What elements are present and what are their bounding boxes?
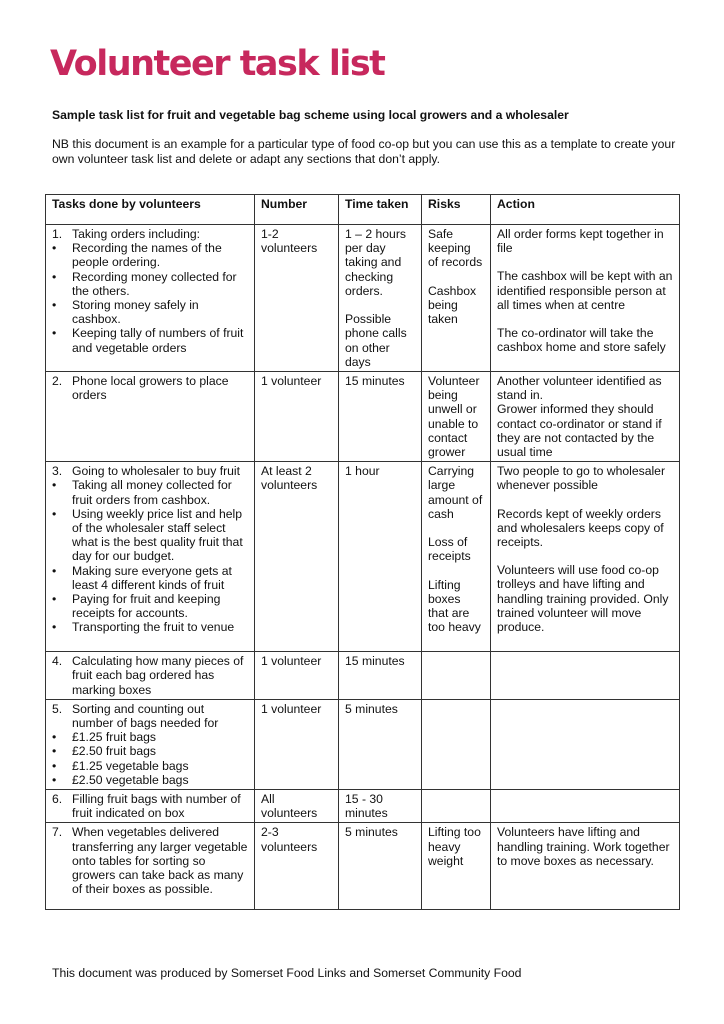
task-line xyxy=(52,464,248,478)
task-number-marker: 6. xyxy=(52,792,63,807)
task-line-text: Going to wholesaler to buy fruit xyxy=(72,464,241,479)
task-line xyxy=(52,227,248,241)
task-line xyxy=(52,270,248,298)
action-cell xyxy=(491,372,680,462)
table-row xyxy=(46,225,680,372)
task-cell xyxy=(46,225,255,372)
risks-cell: Volunteer being unwell or unable to contact grower xyxy=(422,372,491,462)
task-line-text: £1.25 fruit bags xyxy=(72,730,157,745)
risks-cell: Safe keeping of records Cashbox being taken xyxy=(422,225,491,372)
document-subtitle: Sample task list for fruit and vegetable bag scheme using local growers and a wholesaler xyxy=(52,108,569,122)
task-line-text: £1.25 vegetable bags xyxy=(72,758,189,773)
action-paragraph: Volunteers have lifting and handling training. Work together to move boxes as necessary. xyxy=(497,825,670,868)
action-paragraph: Two people to go to wholesaler whenever possible xyxy=(497,464,666,493)
task-line xyxy=(52,507,248,564)
risks-cell: Carrying large amount of cash Loss of receipts Lifting boxes that are too heavy xyxy=(422,462,491,652)
volunteer-task-table xyxy=(45,194,680,910)
action-paragraph: The cashbox will be kept with an identified responsible person at all times when at centre xyxy=(497,269,673,312)
bullet-marker: • xyxy=(52,730,57,745)
task-number-marker: 2. xyxy=(52,374,63,389)
bullet-marker: • xyxy=(52,241,57,256)
task-line-text: Recording money collected for the others. xyxy=(72,269,237,298)
time-cell: 15 minutes xyxy=(339,652,422,700)
action-cell xyxy=(491,823,680,910)
task-line-text: £2.50 vegetable bags xyxy=(72,772,189,787)
risks-cell xyxy=(422,699,491,789)
action-cell xyxy=(491,462,680,652)
task-number-marker: 1. xyxy=(52,227,63,241)
bullet-marker: • xyxy=(52,772,57,787)
task-line xyxy=(52,702,248,730)
task-line xyxy=(52,564,248,592)
risks-cell xyxy=(422,652,491,700)
task-line xyxy=(52,759,248,773)
number-cell: 1 volunteer xyxy=(255,372,339,462)
task-line xyxy=(52,241,248,269)
action-paragraph: Records kept of weekly orders and wholesalers keeps copy of receipts. xyxy=(497,506,664,550)
task-line-text: Using weekly price list and help of the wholesaler staff select what is the best quality fruit that day for our budget. xyxy=(72,506,243,564)
col-header-time: Time taken xyxy=(339,195,422,225)
task-line xyxy=(52,730,248,744)
task-line xyxy=(52,478,248,506)
time-cell: 15 minutes xyxy=(339,372,422,462)
task-line-text: Making sure everyone gets at least 4 different kinds of fruit xyxy=(72,563,232,592)
col-header-number: Number xyxy=(255,195,339,225)
number-cell: At least 2 volunteers xyxy=(255,462,339,652)
task-line xyxy=(52,792,248,820)
task-line xyxy=(52,654,248,697)
bullet-marker: • xyxy=(52,298,57,313)
number-cell: All volunteers xyxy=(255,790,339,823)
bullet-marker: • xyxy=(52,506,57,521)
table-row xyxy=(46,699,680,789)
page-title: Volunteer task list xyxy=(50,44,385,84)
task-cell xyxy=(46,699,255,789)
task-line-text: Recording the names of the people ordering. xyxy=(72,241,222,270)
action-paragraph: Another volunteer identified as stand in. Grower informed they should contact co-ordinator or stand if they are not contacted by the usual time xyxy=(497,374,662,460)
task-line-text: Keeping tally of numbers of fruit and vegetable orders xyxy=(72,326,244,355)
bullet-marker: • xyxy=(52,620,57,635)
bullet-marker: • xyxy=(52,592,57,607)
number-cell: 1-2 volunteers xyxy=(255,225,339,372)
task-line-text: Filling fruit bags with number of fruit indicated on box xyxy=(72,792,241,821)
time-cell: 15 - 30 minutes xyxy=(339,790,422,823)
action-cell xyxy=(491,790,680,823)
time-cell: 5 minutes xyxy=(339,699,422,789)
task-line xyxy=(52,326,248,354)
number-cell: 1 volunteer xyxy=(255,652,339,700)
task-line xyxy=(52,773,248,787)
task-line-text: £2.50 fruit bags xyxy=(72,744,157,759)
task-cell xyxy=(46,372,255,462)
task-cell xyxy=(46,462,255,652)
task-number-marker: 4. xyxy=(52,654,63,669)
task-number-marker: 5. xyxy=(52,701,63,716)
table-row xyxy=(46,790,680,823)
bullet-marker: • xyxy=(52,563,57,578)
task-line xyxy=(52,374,248,402)
col-header-risks: Risks xyxy=(422,195,491,225)
task-cell xyxy=(46,790,255,823)
col-header-tasks: Tasks done by volunteers xyxy=(46,195,255,225)
bullet-marker: • xyxy=(52,326,57,341)
task-number-marker: 7. xyxy=(52,825,63,840)
task-line-text: Taking orders including: xyxy=(72,227,201,241)
action-paragraph: The co-ordinator will take the cashbox home and store safely xyxy=(497,326,666,355)
number-cell: 1 volunteer xyxy=(255,699,339,789)
action-cell xyxy=(491,225,680,372)
task-cell xyxy=(46,823,255,910)
bullet-marker: • xyxy=(52,758,57,773)
task-line-text: Phone local growers to place orders xyxy=(72,374,229,403)
table-row xyxy=(46,823,680,910)
time-cell: 1 hour xyxy=(339,462,422,652)
nb-note: NB this document is an example for a particular type of food co-op but you can use this as a template to create your own volunteer task list and delete or adapt any sections that don’t apply. xyxy=(52,137,676,166)
time-cell: 1 – 2 hours per day taking and checking orders. Possible phone calls on other days xyxy=(339,225,422,372)
task-line-text: Sorting and counting out number of bags needed for xyxy=(72,701,219,731)
risks-cell: Lifting too heavy weight xyxy=(422,823,491,910)
bullet-marker: • xyxy=(52,478,57,493)
bullet-marker: • xyxy=(52,744,57,759)
task-cell xyxy=(46,652,255,700)
task-line-text: Calculating how many pieces of fruit each bag ordered has marking boxes xyxy=(72,654,244,697)
table-row xyxy=(46,372,680,462)
bullet-marker: • xyxy=(52,269,57,284)
risks-cell xyxy=(422,790,491,823)
task-line xyxy=(52,744,248,758)
time-cell: 5 minutes xyxy=(339,823,422,910)
task-line-text: Taking all money collected for fruit orders from cashbox. xyxy=(72,478,232,507)
table-row xyxy=(46,462,680,652)
task-number-marker: 3. xyxy=(52,464,63,479)
table-row xyxy=(46,652,680,700)
task-line-text: Transporting the fruit to venue xyxy=(72,620,235,635)
action-cell xyxy=(491,699,680,789)
task-line-text: When vegetables delivered transferring any larger vegetable onto tables for sorting so growers can take back as many of their boxes as possible. xyxy=(72,825,248,897)
task-line xyxy=(52,620,248,634)
action-cell xyxy=(491,652,680,700)
task-line xyxy=(52,298,248,326)
action-paragraph: Volunteers will use food co-op trolleys and have lifting and handling training provided. Only trained volunteer will move produce. xyxy=(497,563,669,635)
task-line xyxy=(52,592,248,620)
number-cell: 2-3 volunteers xyxy=(255,823,339,910)
task-line-text: Paying for fruit and keeping receipts for accounts. xyxy=(72,592,221,621)
col-header-action: Action xyxy=(491,195,680,225)
action-paragraph: All order forms kept together in file xyxy=(497,227,664,256)
task-line xyxy=(52,825,248,896)
footer-credit: This document was produced by Somerset Food Links and Somerset Community Food xyxy=(52,966,522,980)
task-line-text: Storing money safely in cashbox. xyxy=(72,298,199,327)
table-header-row xyxy=(46,195,680,225)
